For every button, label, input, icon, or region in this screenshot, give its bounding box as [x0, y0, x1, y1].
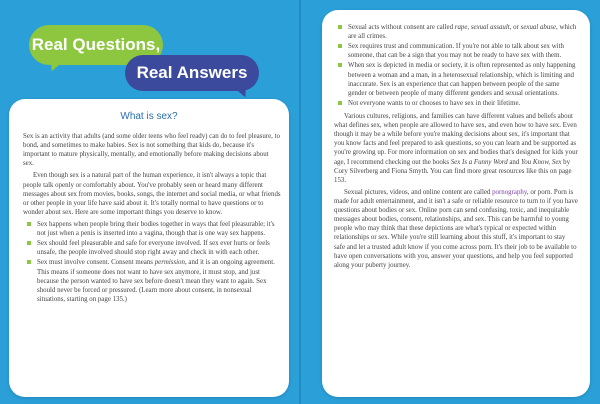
glossary-term-pornography: pornography: [492, 188, 527, 196]
left-page-card: [9, 99, 289, 397]
bullet-square-icon: [338, 101, 342, 105]
left-body: [23, 132, 281, 308]
paragraph-text: Various cultures, religions, and families can have different values and beliefs about what defines sex, when people are allowed to have sex, and even how to have sex. Even though it may be a while before you're making decisions about sex, it's important that you know facts and feel prepared to ask questions, so you can learn and be supported as you're growing up. For more information on sex and bodies that's designed for kids your age, I recommend checking out the books: [334, 112, 578, 166]
list-item-text: When sex is depicted in media or society, it is often represented as only happening between a woman and a man, in a heterosexual relationship, which is limiting and inaccurate. Sex is an experience that can happen between people of the same gender or between people of many different genders and sexual orientations.: [348, 62, 576, 97]
section-title: What is sex?: [120, 111, 178, 122]
right-page-card: [322, 10, 590, 397]
right-paragraph-2: [334, 188, 578, 270]
emphasis-permission: permission: [154, 259, 185, 267]
list-item-text: , and it is an ongoing agreement. This means if someone does not want to have sex anymore, it must stop, and just because the person wanted to have sex before doesn't mean they want to again. Sex should never be forced or pressured. (Learn more about consent, in nonsexual situations, starting on page 135.): [37, 259, 275, 303]
left-paragraph-2: Even though sex is a natural part of the human experience, it isn't always a topic that people talk openly or comfortably about. You've probably seen or heard many different messages about sex from movies, books, songs, the internet and social media, or what friends or other people in your life have said about it. It's totally normal to have questions or to wonder about sex. Here are some important things you deserve to know.: [23, 172, 281, 216]
list-item: [37, 239, 281, 257]
list-item-text: Sex requires trust and communication. If you're not able to talk about sex with someone, that can be a sign that you may not be ready to have sex with them.: [348, 43, 564, 60]
bullet-square-icon: [27, 241, 31, 245]
list-item: [348, 61, 578, 97]
paragraph-text: by Cory Silverberg and Fiona Smyth. You can find more great resources like this on page 153.: [334, 158, 572, 184]
list-item: [37, 220, 281, 238]
bullet-square-icon: [27, 260, 31, 264]
bullet-square-icon: [338, 44, 342, 48]
emphasis-rape-assault: rape, sexual assault: [454, 24, 510, 31]
paragraph-text: and: [507, 158, 522, 166]
header-bubble-answers: [125, 55, 259, 91]
bullet-square-icon: [338, 63, 342, 67]
emphasis-sexual-abuse: sexual abuse: [520, 24, 557, 31]
book-title-2: You Know, Sex: [521, 158, 562, 166]
list-item: [37, 258, 281, 304]
bullet-square-icon: [338, 25, 342, 29]
list-item: [348, 23, 578, 41]
right-bullet-list: [334, 23, 578, 108]
paragraph-text: Sexual pictures, videos, and online content are called: [344, 188, 493, 196]
paragraph-text: , or porn. Porn is made for adult entertainment, and it isn't a safe or reliable resource to turn to if you have questions about bodies or sex. Online porn can send confusing, toxic, and inequitable messages about bodies, consent, relationships, and sex. This can be harmful to young people who may think that these depictions are what's typical or expected within relationships or sex. While you're still learning about this stuff, it's important to stay safe and let a trusted adult know if you come across porn. It's their job to be available to have open conversations with you, answer your questions, and help you feel supported along your puberty journey.: [334, 188, 578, 269]
list-item-text: Sex happens when people bring their bodies together in ways that feel pleasurable; it's not just when a penis is inserted into a vagina, though that is one way sex happens.: [37, 220, 275, 238]
book-title-1: Sex Is a Funny Word: [450, 158, 508, 166]
list-item-text: Sex should feel pleasurable and safe for everyone involved. If sex ever hurts or feels unsafe, the people involved should stop right away and check in with each other.: [37, 240, 270, 257]
header-line-1: Real Questions,: [31, 35, 161, 54]
list-item-text: , which are all crimes.: [348, 24, 577, 41]
right-body: [334, 23, 578, 273]
list-item-text: , or: [509, 24, 521, 31]
header-line-2: Real Answers: [136, 63, 248, 82]
right-paragraph-1: [334, 112, 578, 185]
list-item-text: Sex must involve consent. Consent means: [37, 259, 155, 267]
left-paragraph-1: Sex is an activity that adults (and some older teens who feel ready) can do to feel pleasure, to bond, and sometimes to make babies. Sex is not something that kids do, because it's important to mature physically, mentally, and emotionally before making decisions about sex.: [23, 133, 280, 168]
bullet-square-icon: [27, 222, 31, 226]
left-bullet-list: [23, 220, 281, 304]
list-item: [348, 99, 578, 108]
book-gutter: [299, 0, 301, 404]
list-item: [348, 42, 578, 60]
list-item-text: Sexual acts without consent are called: [348, 24, 455, 31]
list-item-text: Not everyone wants to or chooses to have sex in their lifetime.: [348, 99, 521, 107]
